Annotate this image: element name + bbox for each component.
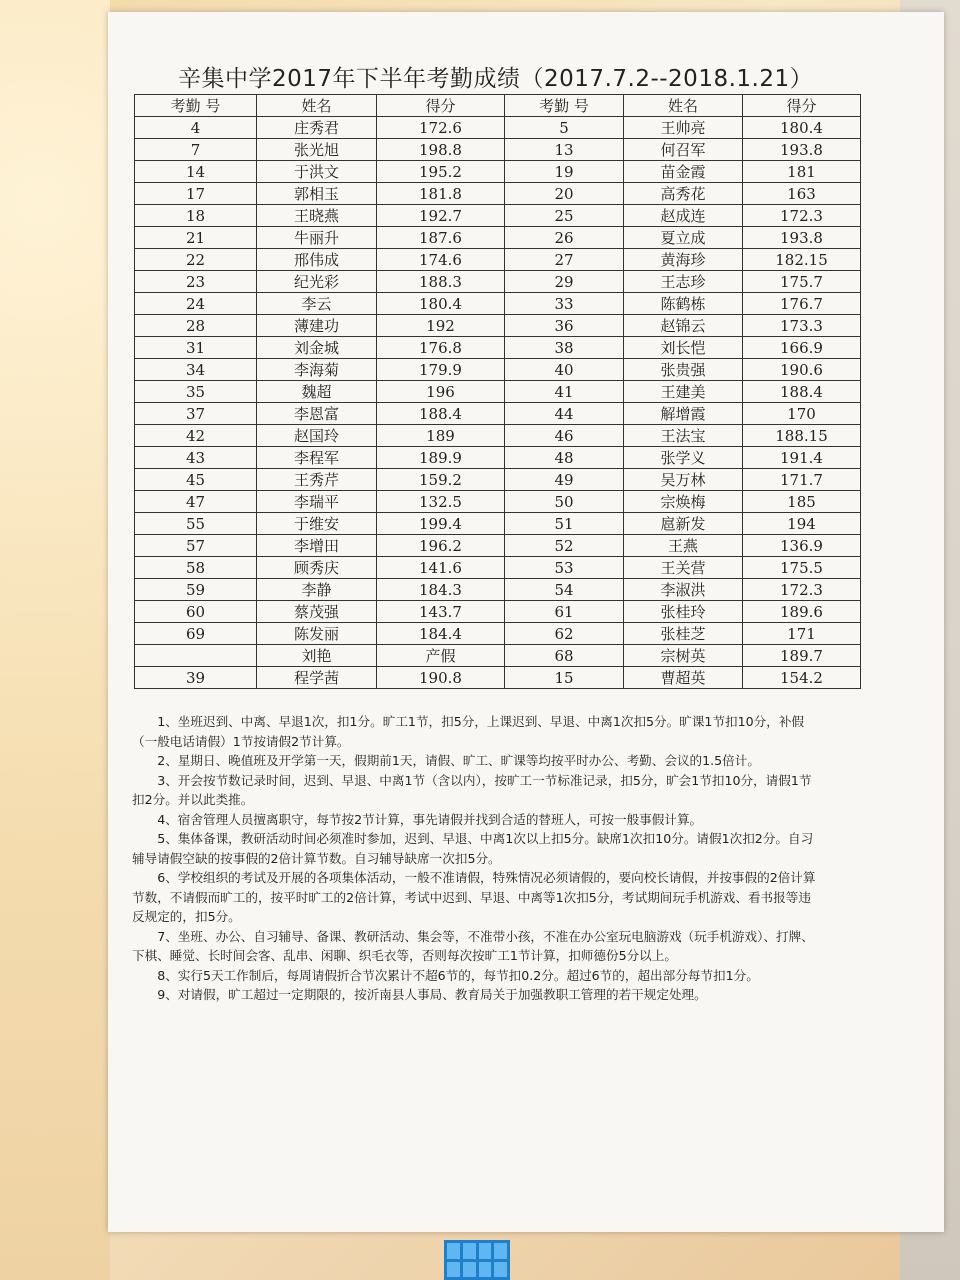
cell-name-left: 李增田 (257, 535, 377, 557)
cell-name-left: 蔡茂强 (257, 601, 377, 623)
table-row (135, 139, 861, 161)
cell-score-right: 189.7 (743, 645, 861, 667)
cell-score-left: 159.2 (377, 469, 505, 491)
cell-name-right: 扈新发 (624, 513, 743, 535)
cell-score-right: 180.4 (743, 117, 861, 139)
cell-score-right: 181 (743, 161, 861, 183)
cell-id-left: 18 (135, 205, 257, 227)
cell-id-right: 51 (505, 513, 624, 535)
cell-id-right: 5 (505, 117, 624, 139)
cell-score-right: 170 (743, 403, 861, 425)
cell-name-right: 王建美 (624, 381, 743, 403)
cell-name-right: 高秀花 (624, 183, 743, 205)
cell-score-left: 190.8 (377, 667, 505, 689)
cell-name-right: 王燕 (624, 535, 743, 557)
table-row (135, 183, 861, 205)
cell-score-right: 175.7 (743, 271, 861, 293)
cell-name-right: 曹超英 (624, 667, 743, 689)
rule-item: 2、星期日、晚值班及开学第一天，假期前1天，请假、旷工、旷课等均按平时办公、考勤、会议的1.5倍计。 (157, 753, 760, 768)
cell-name-right: 何召军 (624, 139, 743, 161)
cell-score-left: 199.4 (377, 513, 505, 535)
cell-id-left: 34 (135, 359, 257, 381)
cell-id-left: 28 (135, 315, 257, 337)
cell-id-left: 39 (135, 667, 257, 689)
cell-score-right: 191.4 (743, 447, 861, 469)
rule-item: 9、对请假，旷工超过一定期限的，按沂南县人事局、教育局关于加强教职工管理的若干规定处理。 (157, 987, 707, 1002)
cell-score-right: 172.3 (743, 579, 861, 601)
cell-name-left: 李海菊 (257, 359, 377, 381)
cell-name-right: 张学义 (624, 447, 743, 469)
cell-score-left: 192.7 (377, 205, 505, 227)
cell-score-right: 185 (743, 491, 861, 513)
rule-item: 5、集体备课，教研活动时间必须准时参加，迟到、早退、中离1次以上扣5分。缺席1次扣10分。请假1次扣2分。自习辅导请假空缺的按事假的2倍计算节数。自习辅导缺席一次扣5分。 (132, 831, 814, 866)
table-row (135, 117, 861, 139)
cell-id-right: 44 (505, 403, 624, 425)
cell-score-left: 184.3 (377, 579, 505, 601)
cell-id-right: 46 (505, 425, 624, 447)
cell-name-right: 夏立成 (624, 227, 743, 249)
cell-id-left: 55 (135, 513, 257, 535)
cell-name-left: 牛丽升 (257, 227, 377, 249)
cell-name-right: 张桂芝 (624, 623, 743, 645)
cell-name-left: 魏超 (257, 381, 377, 403)
cell-score-right: 173.3 (743, 315, 861, 337)
table-row (135, 623, 861, 645)
cell-id-right: 41 (505, 381, 624, 403)
cell-id-left: 7 (135, 139, 257, 161)
cell-id-right: 25 (505, 205, 624, 227)
header-id-left: 考勤 号 (135, 95, 257, 117)
cell-name-right: 王关营 (624, 557, 743, 579)
table-row (135, 645, 861, 667)
table-row (135, 293, 861, 315)
cell-id-left: 4 (135, 117, 257, 139)
table-row (135, 403, 861, 425)
cell-id-right: 20 (505, 183, 624, 205)
cell-name-left: 邢伟成 (257, 249, 377, 271)
cell-id-left: 35 (135, 381, 257, 403)
cell-name-left: 于维安 (257, 513, 377, 535)
cell-id-right: 13 (505, 139, 624, 161)
table-row (135, 271, 861, 293)
cell-score-right: 182.15 (743, 249, 861, 271)
cell-id-left: 57 (135, 535, 257, 557)
cell-name-left: 李程军 (257, 447, 377, 469)
rule-item: 1、坐班迟到、中离、早退1次，扣1分。旷工1节，扣5分，上课迟到、早退、中离1次扣5分。旷课1节扣10分，补假（一般电话请假）1节按请假2节计算。 (132, 714, 805, 749)
cell-score-right: 188.4 (743, 381, 861, 403)
cell-name-left: 张光旭 (257, 139, 377, 161)
table-row (135, 227, 861, 249)
rule-item: 6、学校组织的考试及开展的各项集体活动，一般不准请假，特殊情况必须请假的，要向校长请假，并按事假的2倍计算节数，不请假而旷工的，按平时旷工的2倍计算，考试中迟到、早退、中离等1次扣5分，考试期间玩手机游戏、看书报等违反规定的，扣5分。 (132, 870, 816, 924)
cell-id-left: 45 (135, 469, 257, 491)
cell-id-left: 23 (135, 271, 257, 293)
table-row (135, 579, 861, 601)
cell-name-left: 陈发丽 (257, 623, 377, 645)
table-row (135, 667, 861, 689)
cell-score-left: 196 (377, 381, 505, 403)
cell-id-left: 60 (135, 601, 257, 623)
cell-id-left: 17 (135, 183, 257, 205)
cell-name-right: 宗焕梅 (624, 491, 743, 513)
cell-id-right: 68 (505, 645, 624, 667)
cell-score-left: 187.6 (377, 227, 505, 249)
cell-score-right: 166.9 (743, 337, 861, 359)
table-row (135, 513, 861, 535)
cell-score-left: 198.8 (377, 139, 505, 161)
cell-name-right: 王帅亮 (624, 117, 743, 139)
cell-score-right: 189.6 (743, 601, 861, 623)
table-header-row (135, 95, 861, 117)
table-row (135, 381, 861, 403)
cell-id-right: 54 (505, 579, 624, 601)
cell-score-right: 171 (743, 623, 861, 645)
header-score-left: 得分 (377, 95, 505, 117)
cell-score-left: 143.7 (377, 601, 505, 623)
cell-name-left: 李静 (257, 579, 377, 601)
cell-id-right: 26 (505, 227, 624, 249)
cell-score-right: 163 (743, 183, 861, 205)
cell-name-left: 于洪文 (257, 161, 377, 183)
cell-score-right: 154.2 (743, 667, 861, 689)
table-row (135, 249, 861, 271)
cell-score-left: 188.4 (377, 403, 505, 425)
cell-id-left: 58 (135, 557, 257, 579)
header-score-right: 得分 (743, 95, 861, 117)
table-row (135, 447, 861, 469)
cell-score-left: 产假 (377, 645, 505, 667)
cell-name-left: 薄建功 (257, 315, 377, 337)
cell-name-left: 王晓燕 (257, 205, 377, 227)
cell-name-right: 赵成连 (624, 205, 743, 227)
cell-id-left: 21 (135, 227, 257, 249)
table-row (135, 205, 861, 227)
cell-id-right: 49 (505, 469, 624, 491)
cell-score-right: 188.15 (743, 425, 861, 447)
cell-id-right: 53 (505, 557, 624, 579)
cell-id-left (135, 645, 257, 667)
cell-id-left: 59 (135, 579, 257, 601)
cell-score-left: 172.6 (377, 117, 505, 139)
table-row (135, 359, 861, 381)
table-row (135, 425, 861, 447)
cell-name-right: 李淑洪 (624, 579, 743, 601)
cell-name-right: 张桂玲 (624, 601, 743, 623)
cell-id-left: 37 (135, 403, 257, 425)
cell-id-left: 22 (135, 249, 257, 271)
cell-name-left: 李瑞平 (257, 491, 377, 513)
blue-window-tile (444, 1240, 510, 1280)
attendance-table (134, 94, 861, 689)
cell-score-left: 189 (377, 425, 505, 447)
cell-score-left: 179.9 (377, 359, 505, 381)
cell-id-right: 15 (505, 667, 624, 689)
cell-id-right: 52 (505, 535, 624, 557)
cell-score-right: 193.8 (743, 227, 861, 249)
cell-id-right: 38 (505, 337, 624, 359)
table-row (135, 535, 861, 557)
cell-name-left: 李云 (257, 293, 377, 315)
cell-score-left: 141.6 (377, 557, 505, 579)
cell-name-right: 刘长恺 (624, 337, 743, 359)
table-row (135, 337, 861, 359)
cell-score-right: 193.8 (743, 139, 861, 161)
cell-id-right: 48 (505, 447, 624, 469)
cell-score-right: 175.5 (743, 557, 861, 579)
cell-id-left: 31 (135, 337, 257, 359)
cell-name-left: 刘金城 (257, 337, 377, 359)
cell-name-right: 宗树英 (624, 645, 743, 667)
cell-score-right: 176.7 (743, 293, 861, 315)
cell-name-right: 苗金霞 (624, 161, 743, 183)
cell-score-right: 190.6 (743, 359, 861, 381)
rule-item: 4、宿舍管理人员擅离职守，每节按2节计算，事先请假并找到合适的替班人，可按一般事假计算。 (157, 811, 703, 827)
table-row (135, 557, 861, 579)
cell-name-right: 张贵强 (624, 359, 743, 381)
table-row (135, 161, 861, 183)
cell-id-right: 29 (505, 271, 624, 293)
cell-score-left: 189.9 (377, 447, 505, 469)
cell-name-left: 顾秀庆 (257, 557, 377, 579)
cell-score-right: 136.9 (743, 535, 861, 557)
cell-score-right: 194 (743, 513, 861, 535)
cell-name-right: 王志珍 (624, 271, 743, 293)
rule-item: 3、开会按节数记录时间，迟到、早退、中离1节（含以内），按旷工一节标准记录，扣5分，旷会1节扣10分，请假1节扣2分。并以此类推。 (132, 772, 812, 807)
table-row (135, 469, 861, 491)
rule-item: 8、实行5天工作制后，每周请假折合节次累计不超6节的，每节扣0.2分。超过6节的，超出部分每节扣1分。 (157, 967, 759, 983)
cell-id-right: 36 (505, 315, 624, 337)
cell-name-right: 解增霞 (624, 403, 743, 425)
cell-id-left: 24 (135, 293, 257, 315)
cell-name-left: 纪光彩 (257, 271, 377, 293)
notice-title: 辛集中学2017年下半年考勤成绩（2017.7.2--2018.1.21） (178, 66, 814, 92)
cell-name-left: 王秀芹 (257, 469, 377, 491)
cell-name-left: 赵国玲 (257, 425, 377, 447)
cell-id-left: 69 (135, 623, 257, 645)
rules-section (132, 712, 822, 1005)
rule-item: 7、坐班、办公、自习辅导、备课、教研活动、集会等，不准带小孩，不准在办公室玩电脑游戏（玩手机游戏）、打牌、下棋、睡觉、长时间会客、乱串、闲聊、织毛衣等，否则每次按旷工1节计算，扣师德份5分以上。 (132, 928, 814, 963)
cell-name-right: 吴万林 (624, 469, 743, 491)
cell-score-left: 181.8 (377, 183, 505, 205)
cell-score-left: 192 (377, 315, 505, 337)
cell-score-left: 174.6 (377, 249, 505, 271)
cell-score-left: 184.4 (377, 623, 505, 645)
cell-id-right: 40 (505, 359, 624, 381)
cell-name-left: 程学茜 (257, 667, 377, 689)
cell-name-right: 赵锦云 (624, 315, 743, 337)
table-row (135, 491, 861, 513)
header-name-left: 姓名 (257, 95, 377, 117)
cell-score-right: 172.3 (743, 205, 861, 227)
cell-id-right: 50 (505, 491, 624, 513)
cell-id-right: 27 (505, 249, 624, 271)
cell-score-left: 195.2 (377, 161, 505, 183)
cell-id-right: 61 (505, 601, 624, 623)
attendance-notice-paper (108, 12, 944, 1232)
cell-name-right: 王法宝 (624, 425, 743, 447)
cell-score-left: 176.8 (377, 337, 505, 359)
cell-score-left: 180.4 (377, 293, 505, 315)
cell-score-left: 132.5 (377, 491, 505, 513)
cell-id-right: 62 (505, 623, 624, 645)
cell-id-right: 33 (505, 293, 624, 315)
cell-score-left: 196.2 (377, 535, 505, 557)
cell-id-left: 43 (135, 447, 257, 469)
header-id-right: 考勤 号 (505, 95, 624, 117)
cell-score-right: 171.7 (743, 469, 861, 491)
background-wall-left (0, 0, 110, 1280)
cell-name-left: 刘艳 (257, 645, 377, 667)
table-row (135, 315, 861, 337)
cell-name-right: 陈鹤栋 (624, 293, 743, 315)
cell-score-left: 188.3 (377, 271, 505, 293)
cell-id-left: 42 (135, 425, 257, 447)
cell-name-right: 黄海珍 (624, 249, 743, 271)
cell-id-right: 19 (505, 161, 624, 183)
header-name-right: 姓名 (624, 95, 743, 117)
cell-name-left: 李恩富 (257, 403, 377, 425)
cell-id-left: 14 (135, 161, 257, 183)
cell-name-left: 郭相玉 (257, 183, 377, 205)
cell-name-left: 庄秀君 (257, 117, 377, 139)
table-row (135, 601, 861, 623)
cell-id-left: 47 (135, 491, 257, 513)
